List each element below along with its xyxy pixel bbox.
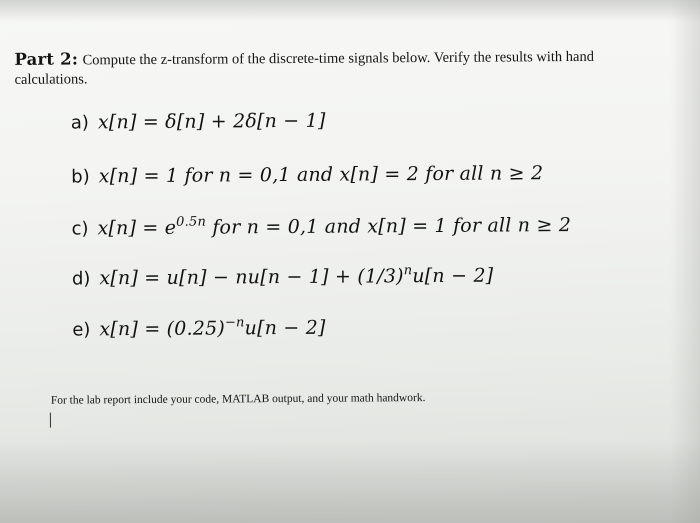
problem-label: c): [71, 218, 89, 240]
part-heading: [14, 45, 654, 89]
equation-part: for n = 0,1 and x[n] = 1 for all n ≥ 2: [205, 214, 572, 239]
equation-part: x[n] = u[n] − nu[n − 1] + (1/3): [99, 265, 404, 290]
equation-part: u[n − 2]: [244, 316, 326, 340]
problem-equation: [97, 214, 571, 239]
problem-a: [71, 110, 326, 134]
equation-exponent: 0.5n: [176, 214, 207, 230]
equation-exponent: −n: [224, 315, 245, 331]
problem-label: b): [71, 166, 90, 188]
problem-equation: [99, 265, 493, 290]
problem-b: [71, 162, 543, 187]
problem-label: d): [71, 268, 91, 290]
problem-c: [72, 214, 572, 239]
equation-part: x[n] = (0.25): [99, 317, 226, 341]
problem-equation: x[n] = 1 for n = 0,1 and x[n] = 2 for all n ≥ 2: [98, 162, 544, 188]
equation-exponent: n: [403, 263, 413, 279]
text-cursor: [50, 413, 51, 428]
problem-equation: x[n] = δ[n] + 2δ[n − 1]: [97, 109, 326, 134]
lab-report-note: For the lab report include your code, MATLAB output, and your math handwork.: [50, 392, 426, 407]
equation-part: u[n − 2]: [412, 264, 494, 288]
problem-equation: [99, 317, 325, 341]
problem-e: [72, 317, 325, 341]
problem-label: e): [72, 319, 91, 341]
problem-label: a): [70, 112, 89, 134]
equation-part: x[n] = e: [97, 216, 177, 240]
problem-d: [72, 265, 494, 290]
part-instruction: Compute the z-transform of the discrete-time signals below. Verify the results with hand calculations.: [14, 48, 595, 88]
part-title: Part 2:: [14, 49, 79, 69]
